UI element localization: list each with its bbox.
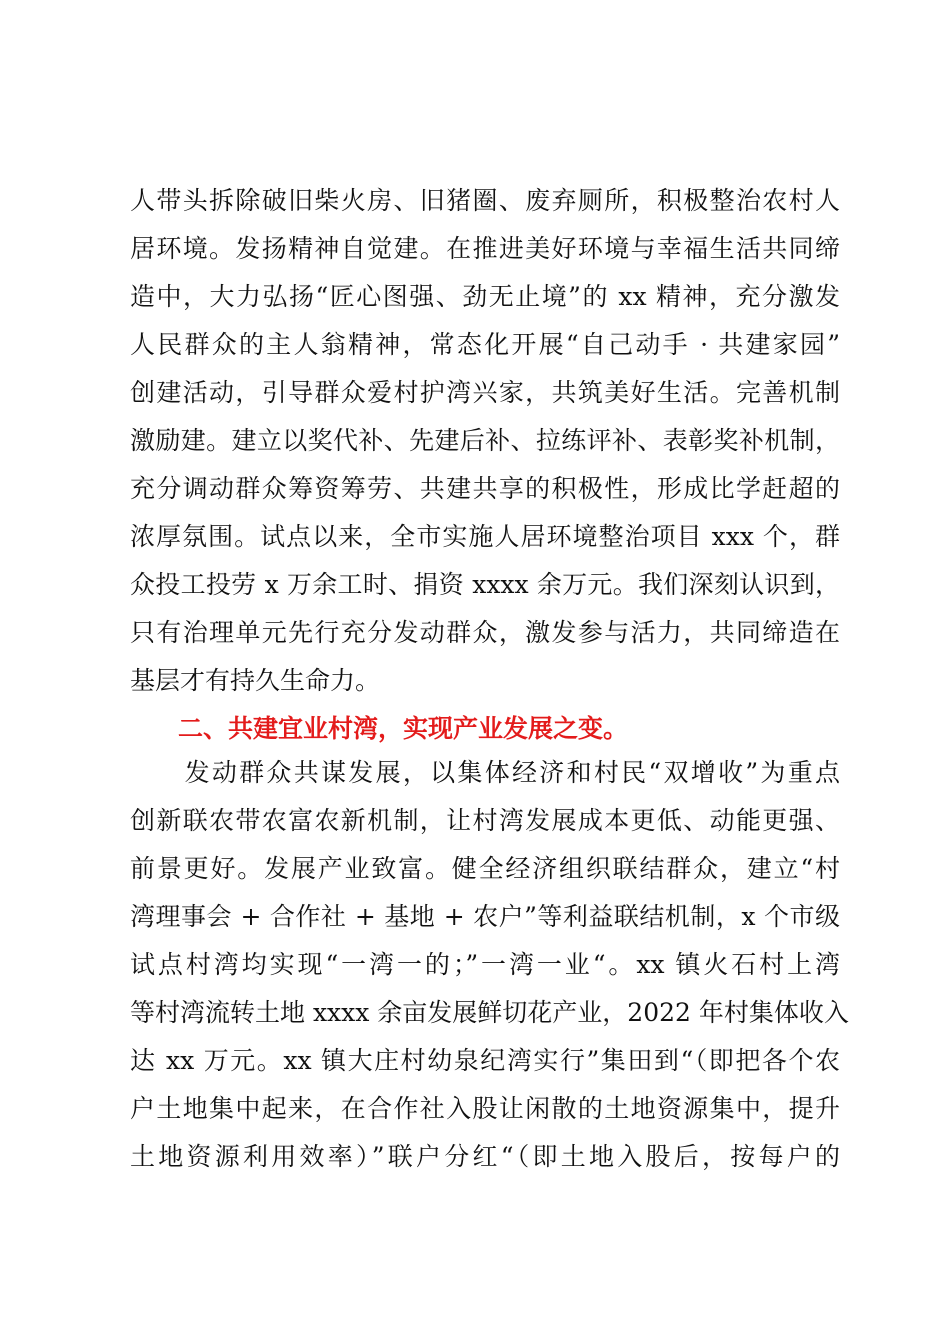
text-line: 前景更好。发展产业致富。健全经济组织联结群众，建立“村 [130,854,840,883]
text-line: 只有治理单元先行充分发动群众，激发参与活力，共同缔造在 [130,618,840,647]
text-line: 等村湾流转土地 xxxx 余亩发展鲜切花产业，2022 年村集体收入 [130,998,849,1027]
text-line: 浓厚氛围。试点以来，全市实施人居环境整治项目 xxx 个，群 [130,522,840,551]
text-line: 造中，大力弘扬“匠心图强、劲无止境”的 xx 精神，充分激发 [130,282,840,311]
text-line: 人带头拆除破旧柴火房、旧猪圈、废弃厕所，积极整治农村人 [130,186,840,215]
text-line: 充分调动群众筹资筹劳、共建共享的积极性，形成比学赶超的 [130,474,840,503]
text-line: 基层才有持久生命力。 [130,666,381,695]
text-line: 人民群众的主人翁精神，常态化开展“自己动手 · 共建家园” [130,330,840,359]
section-heading: 二、共建宜业村湾，实现产业发展之变。 [178,714,629,743]
text-line: 创新联农带农富农新机制，让村湾发展成本更低、动能更强、 [130,806,840,835]
text-line: 创建活动，引导群众爱村护湾兴家，共筑美好生活。完善机制 [130,378,840,407]
text-line: 试点村湾均实现“一湾一的；”一湾一业“。xx 镇火石村上湾 [130,950,840,979]
text-line: 众投工投劳 x 万余工时、捐资 xxxx 余万元。我们深刻认识到， [130,570,840,599]
text-line: 土地资源利用效率）”联户分红“（即土地入股后，按每户的 [130,1142,840,1171]
text-line: 达 xx 万元。xx 镇大庄村幼泉纪湾实行”集田到“（即把各个农 [130,1046,840,1075]
text-line: 居环境。发扬精神自觉建。在推进美好环境与幸福生活共同缔 [130,234,840,263]
text-line: 户土地集中起来，在合作社入股让闲散的土地资源集中，提升 [130,1094,840,1123]
text-line: 激励建。建立以奖代补、先建后补、拉练评补、表彰奖补机制， [130,426,840,455]
text-line: 湾理事会 + 合作社 + 基地 + 农户”等利益联结机制，x 个市级 [130,902,840,931]
text-line: 发动群众共谋发展，以集体经济和村民“双增收”为重点 [130,758,840,787]
